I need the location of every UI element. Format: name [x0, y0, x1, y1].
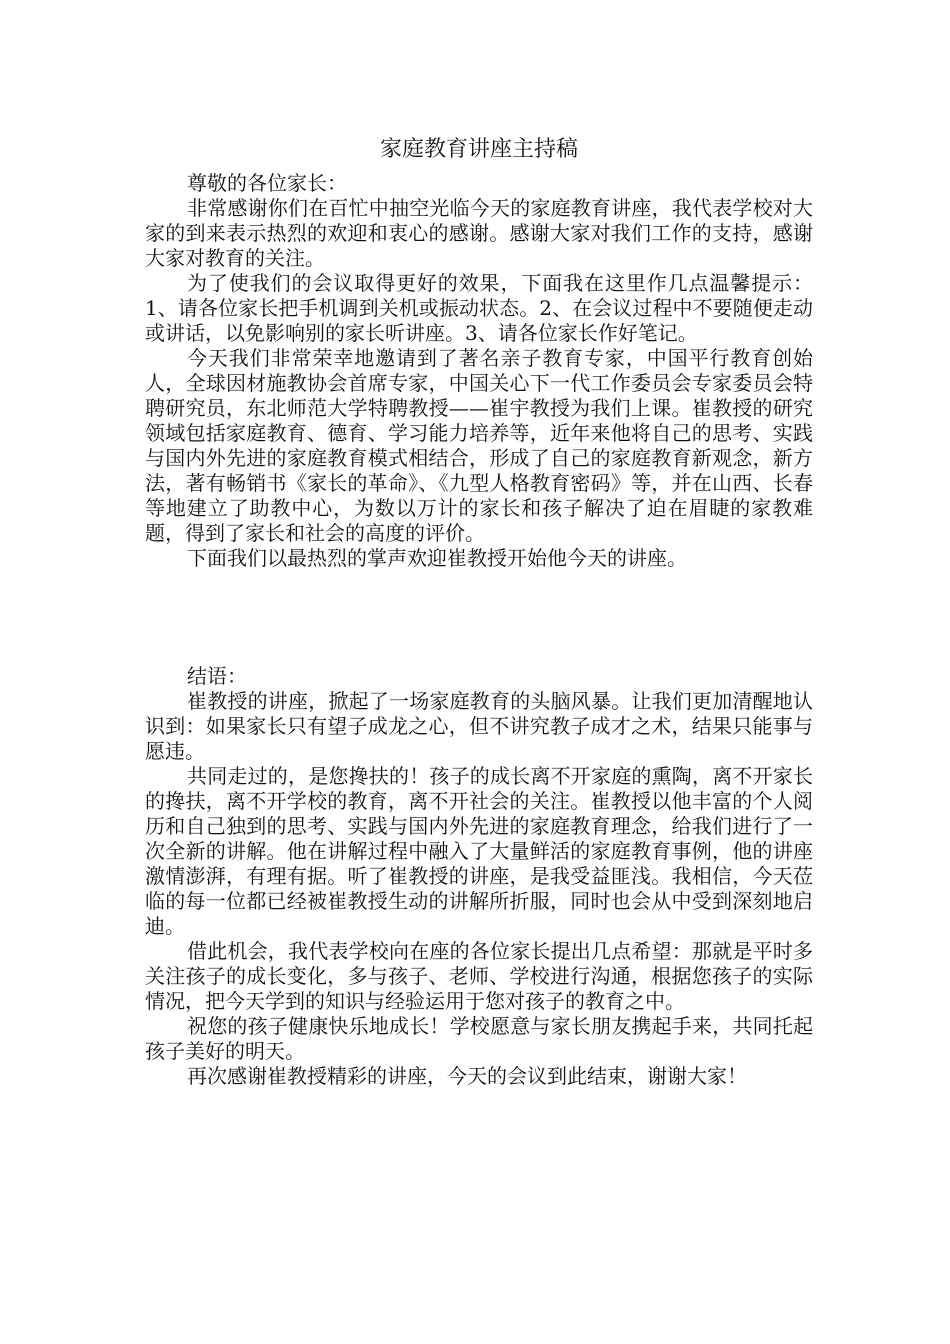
paragraph-reflection: 共同走过的，是您搀扶的！孩子的成长离不开家庭的熏陶，离不开家长的搀扶，离不开学校的教育，离不开社会的关注。崔教授以他丰富的个人阅历和自己独到的思考、实践与国内外先进的家庭教育理念，给我们进行了一次全新的讲解。他在讲解过程中融入了大量鲜活的家庭教育事例，他的讲座激情澎湃，有理有据。听了崔教授的讲座，是我受益匪浅。我相信，今天莅临的每一位都已经被崔教授生动的讲解所折服，同时也会从中受到深刻地启迪。	[145, 764, 813, 938]
paragraph-wishes: 祝您的孩子健康快乐地成长！学校愿意与家长朋友携起手来，共同托起孩子美好的明天。	[145, 1014, 813, 1063]
paragraph-final-thanks: 再次感谢崔教授精彩的讲座，今天的会议到此结束，谢谢大家！	[187, 1064, 747, 1088]
paragraph-welcome: 下面我们以最热烈的掌声欢迎崔教授开始他今天的讲座。	[187, 546, 687, 570]
paragraph-brainstorm: 崔教授的讲座，掀起了一场家庭教育的头脑风暴。让我们更加清醒地认识到：如果家长只有望子成龙之心，但不讲究教子成才之术，结果只能事与愿违。	[145, 689, 813, 763]
paragraph-speaker-intro: 今天我们非常荣幸地邀请到了著名亲子教育专家，中国平行教育创始人，全球因材施教协会首席专家，中国关心下一代工作委员会专家委员会特聘研究员，东北师范大学特聘教授——崔宇教授为我们上课。崔教授的研究领域包括家庭教育、德育、学习能力培养等，近年来他将自己的思考、实践与国内外先进的家庭教育模式相结合，形成了自己的家庭教育新观念，新方法，著有畅销书《家长的革命》、《九型人格教育密码》等，并在山西、长春等地建立了助教中心，为数以万计的家长和孩子解决了迫在眉睫的家教难题，得到了家长和社会的高度的评价。	[145, 346, 813, 545]
paragraph-reminders: 为了使我们的会议取得更好的效果，下面我在这里作几点温馨提示：1、请各位家长把手机调到关机或振动状态。2、在会议过程中不要随便走动或讲话，以免影响别的家长听讲座。3、请各位家长作好笔记。	[145, 271, 813, 345]
paragraph-thanks: 非常感谢你们在百忙中抽空光临今天的家庭教育讲座，我代表学校对大家的到来表示热烈的欢迎和衷心的感谢。感谢大家对我们工作的支持，感谢大家对教育的关注。	[145, 196, 813, 270]
paragraph-hopes: 借此机会，我代表学校向在座的各位家长提出几点希望：那就是平时多关注孩子的成长变化，多与孩子、老师、学校进行沟通，根据您孩子的实际情况，把今天学到的知识与经验运用于您对孩子的教育之中。	[145, 939, 813, 1013]
document-title: 家庭教育讲座主持稿	[379, 137, 578, 162]
section-gap	[145, 571, 813, 664]
document-body	[145, 133, 813, 1089]
greeting: 尊敬的各位家长：	[187, 171, 347, 195]
closing-heading: 结语：	[187, 664, 247, 688]
